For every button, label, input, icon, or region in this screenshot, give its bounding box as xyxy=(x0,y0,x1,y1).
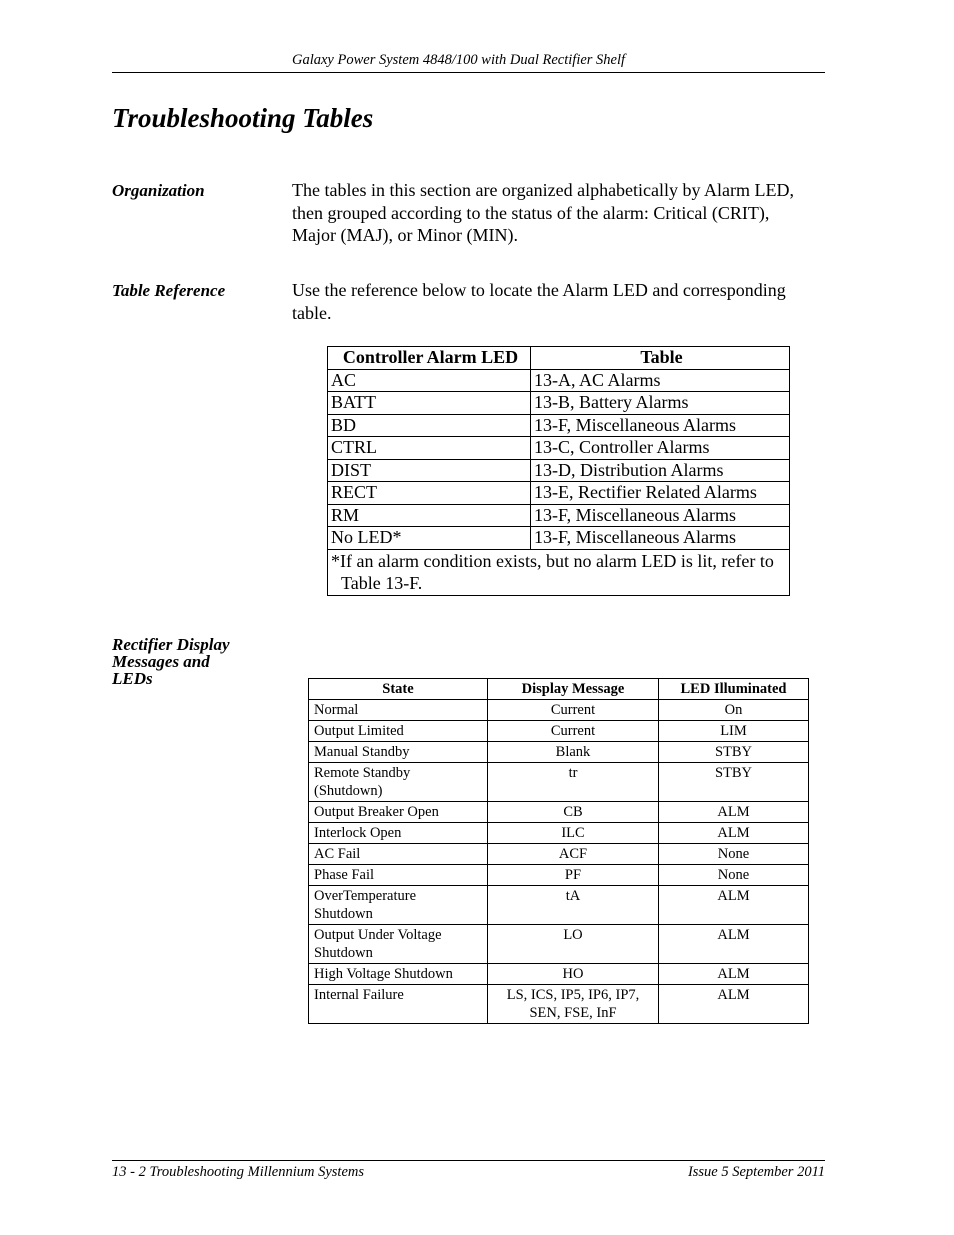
page-title: Troubleshooting Tables xyxy=(112,103,374,133)
table-row xyxy=(309,844,809,865)
state-line: Interlock Open xyxy=(314,825,402,841)
alarm-led-cell: BD xyxy=(328,414,531,437)
table-row xyxy=(328,504,790,527)
state-line: Phase Fail xyxy=(314,867,375,883)
state-line: Shutdown xyxy=(314,906,373,922)
message-line: CB xyxy=(563,804,583,820)
message-line: HO xyxy=(562,966,584,982)
table-row xyxy=(309,763,809,802)
footer-right: Issue 5 September 2011 xyxy=(687,1164,825,1180)
alarm-led-cell: BATT xyxy=(328,392,531,415)
rectifier-heading-line: LEDs xyxy=(112,669,153,688)
table-ref-cell: 13-C, Controller Alarms xyxy=(531,437,790,460)
footer-left: 13 - 2 Troubleshooting Millennium Systems xyxy=(112,1164,364,1180)
table-row xyxy=(328,392,790,415)
alarm-led-cell: RM xyxy=(328,504,531,527)
controller-alarm-reference-table xyxy=(327,346,790,596)
led-illuminated-cell: ALM xyxy=(659,886,809,925)
reference-table-body xyxy=(328,369,790,595)
display-message-cell xyxy=(488,700,659,721)
state-line: Normal xyxy=(314,702,359,718)
column-header: LED Illuminated xyxy=(659,679,809,700)
message-line: tr xyxy=(568,765,578,781)
alarm-led-cell: No LED* xyxy=(328,527,531,550)
message-line: LO xyxy=(563,927,583,943)
message-line: Current xyxy=(550,723,596,739)
display-message-cell xyxy=(488,742,659,763)
state-cell xyxy=(309,985,488,1024)
alarm-led-cell: CTRL xyxy=(328,437,531,460)
organization-heading: Organization xyxy=(112,181,205,200)
led-illuminated-cell: None xyxy=(659,844,809,865)
running-head-text: Galaxy Power System 4848/100 with Dual Rectifier Shelf xyxy=(292,52,626,68)
organization-line: then grouped according to the status of the alarm: Critical (CRIT), xyxy=(292,202,770,223)
state-line: Output Breaker Open xyxy=(314,804,439,820)
table-ref-cell: 13-D, Distribution Alarms xyxy=(531,459,790,482)
page-footer xyxy=(112,1160,825,1183)
led-illuminated-cell: STBY xyxy=(659,742,809,763)
column-header: Controller Alarm LED xyxy=(328,347,531,370)
message-line: LS, ICS, IP5, IP6, IP7, xyxy=(506,987,640,1003)
table-note xyxy=(328,549,790,595)
table-ref-cell: 13-F, Miscellaneous Alarms xyxy=(531,504,790,527)
message-line: PF xyxy=(564,867,582,883)
table-row xyxy=(309,721,809,742)
table-row xyxy=(328,437,790,460)
display-message-cell xyxy=(488,925,659,964)
organization-text xyxy=(292,179,827,247)
state-cell xyxy=(309,802,488,823)
state-line: Output Under Voltage xyxy=(314,927,442,943)
table-note-line: Table 13-F. xyxy=(341,572,423,593)
table-row xyxy=(309,865,809,886)
state-cell xyxy=(309,721,488,742)
display-message-cell xyxy=(488,721,659,742)
table-ref-cell: 13-A, AC Alarms xyxy=(531,369,790,392)
state-line: Manual Standby xyxy=(314,744,410,760)
table-reference-heading: Table Reference xyxy=(112,281,226,300)
rectifier-table-body xyxy=(309,700,809,1024)
table-row xyxy=(309,823,809,844)
state-line: Output Limited xyxy=(314,723,404,739)
table-reference-line: Use the reference below to locate the Alarm LED and corresponding xyxy=(292,280,786,300)
display-message-cell xyxy=(488,985,659,1024)
message-line: ILC xyxy=(561,825,585,841)
table-row xyxy=(328,527,790,550)
rectifier-heading-line: Rectifier Display xyxy=(112,635,230,654)
state-cell xyxy=(309,742,488,763)
display-message-cell xyxy=(488,844,659,865)
display-message-cell xyxy=(488,802,659,823)
table-note-row xyxy=(328,549,790,595)
alarm-led-cell: RECT xyxy=(328,482,531,505)
led-illuminated-cell: ALM xyxy=(659,964,809,985)
led-illuminated-cell: ALM xyxy=(659,802,809,823)
display-message-cell xyxy=(488,823,659,844)
table-row xyxy=(309,985,809,1024)
message-line: Blank xyxy=(555,744,591,760)
table-ref-cell: 13-E, Rectifier Related Alarms xyxy=(531,482,790,505)
column-header: Table xyxy=(531,347,790,370)
message-line: Current xyxy=(550,702,596,718)
state-cell xyxy=(309,700,488,721)
state-line: High Voltage Shutdown xyxy=(314,966,453,982)
state-cell xyxy=(309,844,488,865)
rectifier-heading xyxy=(112,636,230,687)
table-row xyxy=(309,886,809,925)
state-line: Remote Standby xyxy=(314,765,411,781)
table-row xyxy=(309,964,809,985)
led-illuminated-cell: ALM xyxy=(659,823,809,844)
state-cell xyxy=(309,964,488,985)
state-line: AC Fail xyxy=(314,846,361,862)
column-header: State xyxy=(309,679,488,700)
table-row xyxy=(328,414,790,437)
state-line: Shutdown xyxy=(314,945,373,961)
table-note-line: *If an alarm condition exists, but no alarm LED is lit, refer to xyxy=(331,550,774,571)
rectifier-display-table xyxy=(308,678,809,1024)
alarm-led-cell: AC xyxy=(328,369,531,392)
led-illuminated-cell: On xyxy=(659,700,809,721)
state-cell xyxy=(309,925,488,964)
state-line: Internal Failure xyxy=(314,987,404,1003)
table-ref-cell: 13-F, Miscellaneous Alarms xyxy=(531,527,790,550)
table-row xyxy=(309,742,809,763)
display-message-cell xyxy=(488,964,659,985)
running-head xyxy=(112,50,825,73)
table-reference-line: table. xyxy=(292,302,332,323)
display-message-cell xyxy=(488,886,659,925)
table-ref-cell: 13-F, Miscellaneous Alarms xyxy=(531,414,790,437)
led-illuminated-cell: STBY xyxy=(659,763,809,802)
table-reference-text xyxy=(292,279,827,324)
message-line: tA xyxy=(565,888,581,904)
led-illuminated-cell: ALM xyxy=(659,985,809,1024)
message-line: SEN, FSE, InF xyxy=(529,1005,617,1021)
table-header-row xyxy=(328,347,790,370)
table-row xyxy=(309,802,809,823)
state-line: (Shutdown) xyxy=(314,783,383,799)
alarm-led-cell: DIST xyxy=(328,459,531,482)
led-illuminated-cell: None xyxy=(659,865,809,886)
display-message-cell xyxy=(488,763,659,802)
table-row xyxy=(328,459,790,482)
organization-line: Major (MAJ), or Minor (MIN). xyxy=(292,225,518,245)
display-message-cell xyxy=(488,865,659,886)
table-row xyxy=(309,925,809,964)
led-illuminated-cell: ALM xyxy=(659,925,809,964)
column-header: Display Message xyxy=(488,679,659,700)
table-ref-cell: 13-B, Battery Alarms xyxy=(531,392,790,415)
table-row xyxy=(309,700,809,721)
led-illuminated-cell: LIM xyxy=(659,721,809,742)
state-cell xyxy=(309,865,488,886)
state-cell xyxy=(309,886,488,925)
table-header-row xyxy=(309,679,809,700)
table-row xyxy=(328,369,790,392)
message-line: ACF xyxy=(558,846,588,862)
state-line: OverTemperature xyxy=(314,888,417,904)
state-cell xyxy=(309,763,488,802)
organization-line: The tables in this section are organized alphabetically by Alarm LED, xyxy=(292,180,795,200)
rectifier-heading-line: Messages and xyxy=(112,652,210,671)
state-cell xyxy=(309,823,488,844)
table-row xyxy=(328,482,790,505)
